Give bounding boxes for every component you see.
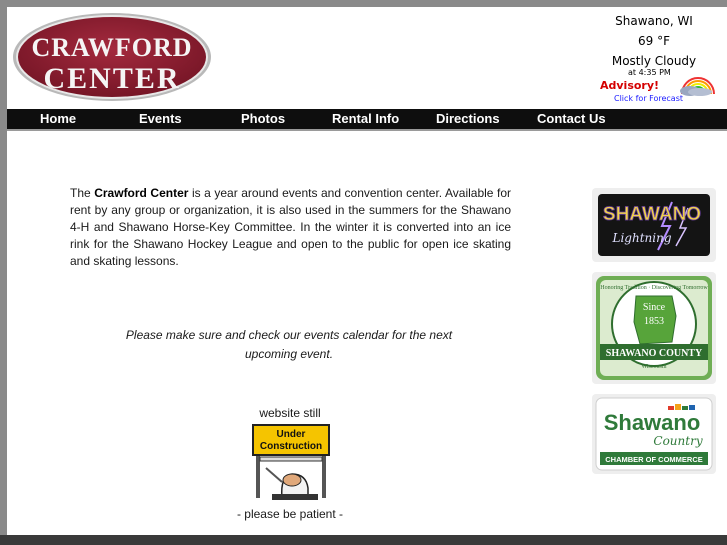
county-since: Since [642, 302, 666, 313]
shawano-county-badge[interactable] [592, 272, 716, 384]
sign-line2: Construction [259, 441, 323, 452]
nav-directions[interactable]: Directions [436, 111, 500, 126]
weather-city: Shawano, WI [615, 14, 693, 28]
please-be-patient-text: - please be patient - [236, 507, 344, 521]
footer-bar [0, 535, 727, 545]
left-border [0, 0, 7, 545]
chamber-title: Shawano [603, 410, 701, 435]
nav-events[interactable]: Events [139, 111, 182, 126]
lightning-subtitle: Lightning [612, 231, 672, 245]
chamber-footer: CHAMBER OF COMMERCE [605, 455, 703, 464]
shawano-country-chamber-badge[interactable] [592, 394, 716, 474]
under-construction-sign [252, 424, 332, 504]
website-still-text: website still [259, 406, 321, 420]
nav-contact-us[interactable]: Contact Us [537, 111, 606, 126]
weather-time: at 4:35 PM [628, 68, 671, 77]
intro-the: The [70, 186, 91, 200]
nav-rental-info[interactable]: Rental Info [332, 111, 400, 126]
sign-line1: Under [276, 429, 306, 440]
county-motto: Honoring Tradition · Discovering Tomorrow [600, 285, 708, 291]
intro-crawford-center: Crawford Center [94, 186, 189, 200]
weather-widget[interactable] [590, 12, 720, 104]
weather-temperature: 69 °F [638, 34, 670, 48]
logo-line2: CENTER [43, 62, 181, 95]
crawford-center-logo[interactable] [12, 12, 212, 102]
intro-body: is a year around events and convention center. Available for rent by any group or organization, it is also used in the summers for the Shawano 4-H and Shawano Horse-Key Committee. In the winter it is converted into an ice rink for the Shawano Hockey League and open to the public for open ice skating and skating lessons. [70, 186, 512, 268]
lightning-title: SHAWANO [602, 204, 702, 225]
top-border [0, 0, 727, 7]
shawano-lightning-badge[interactable] [592, 188, 716, 262]
main-nav [7, 109, 727, 131]
chamber-subtitle: Country [653, 434, 703, 448]
nav-home[interactable]: Home [40, 111, 77, 126]
intro-paragraph [70, 185, 511, 270]
weather-condition: Mostly Cloudy [611, 54, 697, 68]
county-year: 1853 [644, 316, 664, 327]
nav-photos[interactable]: Photos [241, 111, 286, 126]
events-notice: Please make sure and check our events calendar for the next upcoming event. [125, 328, 453, 361]
logo-line1: CRAWFORD [31, 33, 193, 62]
partly-cloudy-rainbow-icon [676, 72, 718, 100]
county-name: SHAWANO COUNTY [605, 348, 703, 359]
county-state: Wisconsin [641, 364, 667, 370]
forecast-link[interactable]: Click for Forecast [614, 94, 683, 103]
weather-advisory[interactable]: Advisory! [600, 79, 660, 92]
